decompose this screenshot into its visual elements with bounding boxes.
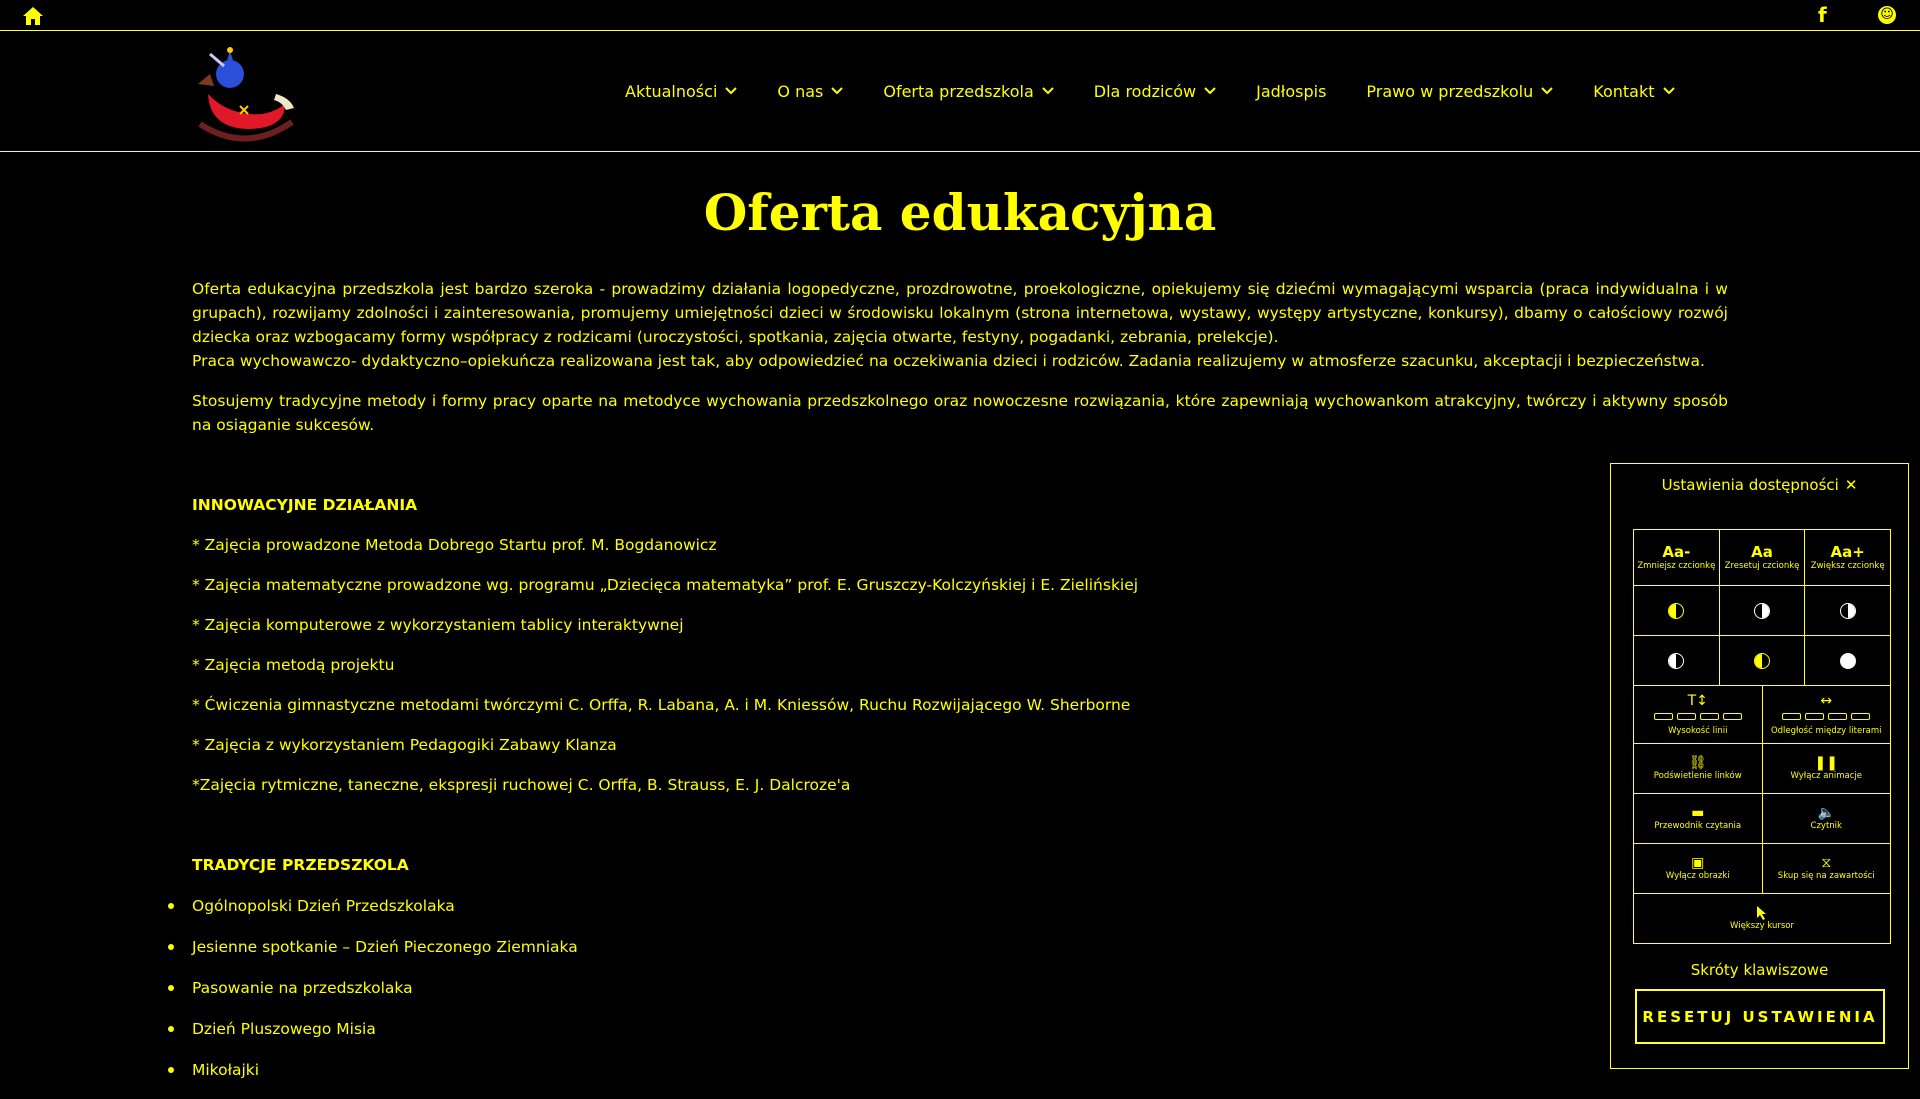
contrast-yellow-alt-button[interactable] bbox=[1720, 636, 1806, 685]
chevron-down-icon bbox=[1204, 87, 1216, 95]
line-height-icon: T↕ bbox=[1687, 692, 1708, 709]
nav-item-o-nas[interactable] bbox=[777, 82, 843, 101]
focus-content-button[interactable] bbox=[1763, 844, 1891, 893]
intro-paragraph: Oferta edukacyjna przedszkola jest bardzo szeroka - prowadzimy działania logopedyczne, prozdrowotne, proekologiczne, opiekujemy się dziećmi wymagającymi wsparcia (praca indywidualna i w grupach), rozwijamy zdolności i zainteresowania, promujemy umiejętności dzieci w środowisku lokalnym (strona internetowa, wystawy, występy artystyczne, konkursy), dbamy o całościowy rozwój dziecka oraz wzbogacamy formy współpracy z rodzicami (uroczystości, spotkania, zajęcia otwarte, festyny, pogadanki, zebrania, prelekcje). bbox=[192, 280, 1728, 346]
pause-icon: ❚❚ bbox=[1814, 755, 1838, 771]
list-item: Jesienne spotkanie – Dzień Pieczonego Ziemniaka bbox=[192, 935, 1728, 976]
nav-item-kontakt[interactable] bbox=[1593, 82, 1674, 101]
option-label: Zwiększ czcionkę bbox=[1810, 561, 1885, 571]
cursor-icon bbox=[1756, 905, 1768, 921]
level-indicator bbox=[1654, 713, 1742, 720]
nav-label: Prawo w przedszkolu bbox=[1366, 81, 1534, 101]
accessibility-panel bbox=[1610, 463, 1909, 1069]
nav-label: Kontakt bbox=[1593, 81, 1655, 101]
option-label: Odległość między literami bbox=[1770, 725, 1882, 736]
nav-label: O nas bbox=[777, 81, 824, 101]
chevron-down-icon bbox=[1663, 87, 1675, 95]
section-heading-traditions: TRADYCJE PRZEDSZKOLA bbox=[192, 856, 409, 874]
option-label: Przewodnik czytania bbox=[1654, 821, 1742, 831]
bigger-cursor-button[interactable] bbox=[1634, 894, 1890, 943]
nav-item-jadlospis[interactable] bbox=[1256, 82, 1326, 101]
innovation-item: * Zajęcia metodą projektu bbox=[192, 656, 395, 674]
chevron-down-icon bbox=[831, 87, 843, 95]
level-indicator bbox=[1782, 713, 1870, 720]
contrast-icon bbox=[1668, 603, 1684, 619]
nav-label: Oferta przedszkola bbox=[883, 81, 1034, 101]
innovation-item: *Zajęcia rytmiczne, taneczne, ekspresji ruchowej C. Orffa, B. Strauss, E. J. Dalcroze'a bbox=[192, 776, 851, 794]
nav-item-dla-rodzicow[interactable] bbox=[1094, 82, 1216, 101]
site-header bbox=[0, 31, 1920, 152]
option-label: Wyłącz animacje bbox=[1790, 771, 1862, 781]
nav-label: Dla rodziców bbox=[1093, 81, 1197, 101]
list-item: Pasowanie na przedszkolaka bbox=[192, 976, 1728, 1017]
logo-rocking-horse[interactable] bbox=[190, 44, 302, 144]
font-bigger-button[interactable] bbox=[1805, 530, 1890, 585]
innovation-item: * Zajęcia z wykorzystaniem Pedagogiki Zabawy Klanza bbox=[192, 736, 617, 754]
reset-settings-button[interactable]: RESETUJ USTAWIENIA bbox=[1635, 989, 1885, 1044]
image-icon: ▣ bbox=[1691, 855, 1705, 871]
contrast-full-button[interactable] bbox=[1805, 636, 1890, 685]
innovation-item: * Zajęcia prowadzone Metoda Dobrego Startu prof. M. Bogdanowicz bbox=[192, 536, 717, 554]
panel-header bbox=[1611, 476, 1908, 494]
option-label: Wysokość linii bbox=[1668, 725, 1728, 736]
option-label: Czytnik bbox=[1810, 821, 1842, 831]
link-icon: ⛓ bbox=[1688, 755, 1707, 771]
intro-paragraph: Praca wychowawczo- dydaktyczno–opiekuńcza realizowana jest tak, aby odpowiedzieć na oczekiwania dzieci i rodziców. Zadania realizujemy w atmosferze szacunku, akceptacji i bezpieczeństwa. bbox=[192, 352, 1705, 370]
line-height-button[interactable] bbox=[1634, 686, 1763, 743]
page-title: Oferta edukacyjna bbox=[703, 183, 1217, 242]
option-label: Wyłącz obrazki bbox=[1665, 871, 1730, 881]
top-bar bbox=[0, 0, 1920, 31]
contrast-white-button[interactable] bbox=[1720, 586, 1806, 635]
font-smaller-icon: Aa- bbox=[1662, 543, 1691, 561]
close-icon[interactable]: ✕ bbox=[1844, 476, 1858, 494]
font-reset-icon: Aa bbox=[1751, 543, 1773, 561]
list-item: Dzień Pluszowego Misia bbox=[192, 1017, 1728, 1058]
page-content bbox=[192, 277, 1728, 1099]
speaker-icon: 🔈 bbox=[1817, 805, 1835, 821]
hourglass-icon: ⧖ bbox=[1821, 855, 1832, 871]
option-label: Zmniejsz czcionkę bbox=[1637, 561, 1716, 571]
innovation-item: * Ćwiczenia gimnastyczne metodami twórczymi C. Orffa, R. Labana, A. i M. Kniessów, Ruchu Rozwijającego W. Sherborne bbox=[192, 696, 1131, 714]
contrast-icon bbox=[1668, 653, 1684, 669]
screen-reader-button[interactable] bbox=[1763, 794, 1891, 843]
contrast-icon bbox=[1754, 653, 1770, 669]
list-item: Mikołajki bbox=[192, 1058, 1728, 1099]
section-heading-innovations: INNOWACYJNE DZIAŁANIA bbox=[192, 496, 418, 514]
letter-spacing-button[interactable] bbox=[1763, 686, 1891, 743]
disable-animations-button[interactable] bbox=[1763, 744, 1891, 793]
font-bigger-icon: Aa+ bbox=[1830, 543, 1865, 561]
letter-spacing-icon: ↔ bbox=[1820, 692, 1833, 709]
option-label: Podświetlenie linków bbox=[1653, 771, 1742, 781]
facebook-icon[interactable]: f bbox=[1818, 3, 1827, 27]
panel-title: Ustawienia dostępności bbox=[1661, 476, 1839, 494]
contrast-icon bbox=[1754, 603, 1770, 619]
accessibility-icon[interactable]: ☺ bbox=[1878, 6, 1896, 24]
traditions-list bbox=[192, 894, 1728, 1099]
contrast-dark-button[interactable] bbox=[1805, 586, 1890, 635]
contrast-icon bbox=[1840, 603, 1856, 619]
main-nav bbox=[625, 31, 1715, 151]
keyboard-shortcuts-link[interactable]: Skróty klawiszowe bbox=[1690, 961, 1829, 979]
innovation-item: * Zajęcia komputerowe z wykorzystaniem tablicy interaktywnej bbox=[192, 616, 684, 634]
highlight-links-button[interactable] bbox=[1634, 744, 1763, 793]
nav-item-prawo[interactable] bbox=[1366, 82, 1553, 101]
option-label: Zresetuj czcionkę bbox=[1724, 561, 1800, 571]
nav-label: Aktualności bbox=[625, 81, 718, 101]
innovation-item: * Zajęcia matematyczne prowadzone wg. programu „Dziecięca matematyka” prof. E. Gruszczy-Kolczyńskiej i E. Zielińskiej bbox=[192, 576, 1139, 594]
contrast-yellow-button[interactable] bbox=[1634, 586, 1720, 635]
contrast-icon bbox=[1840, 653, 1856, 669]
ruler-icon: ▬ bbox=[1691, 805, 1705, 821]
option-label: Skup się na zawartości bbox=[1777, 871, 1875, 881]
disable-images-button[interactable] bbox=[1634, 844, 1763, 893]
chevron-down-icon bbox=[725, 87, 737, 95]
font-smaller-button[interactable] bbox=[1634, 530, 1720, 585]
nav-item-aktualnosci[interactable] bbox=[625, 82, 737, 101]
accessibility-options-grid bbox=[1633, 529, 1891, 944]
home-icon[interactable] bbox=[22, 6, 44, 26]
intro-paragraph: Stosujemy tradycyjne metody i formy pracy oparte na metodyce wychowania przedszkolnego oraz nowoczesne rozwiązania, które zapewniają wychowankom atrakcyjny, twórczy i aktywny sposób na osiąganie sukcesów. bbox=[192, 392, 1728, 434]
chevron-down-icon bbox=[1042, 87, 1054, 95]
list-item: Ogólnopolski Dzień Przedszkolaka bbox=[192, 894, 1728, 935]
reading-guide-button[interactable] bbox=[1634, 794, 1763, 843]
chevron-down-icon bbox=[1541, 87, 1553, 95]
nav-item-oferta[interactable] bbox=[883, 82, 1053, 101]
nav-label: Jadłospis bbox=[1256, 81, 1327, 101]
font-reset-button[interactable] bbox=[1720, 530, 1806, 585]
option-label: Większy kursor bbox=[1729, 921, 1795, 931]
contrast-light-button[interactable] bbox=[1634, 636, 1720, 685]
